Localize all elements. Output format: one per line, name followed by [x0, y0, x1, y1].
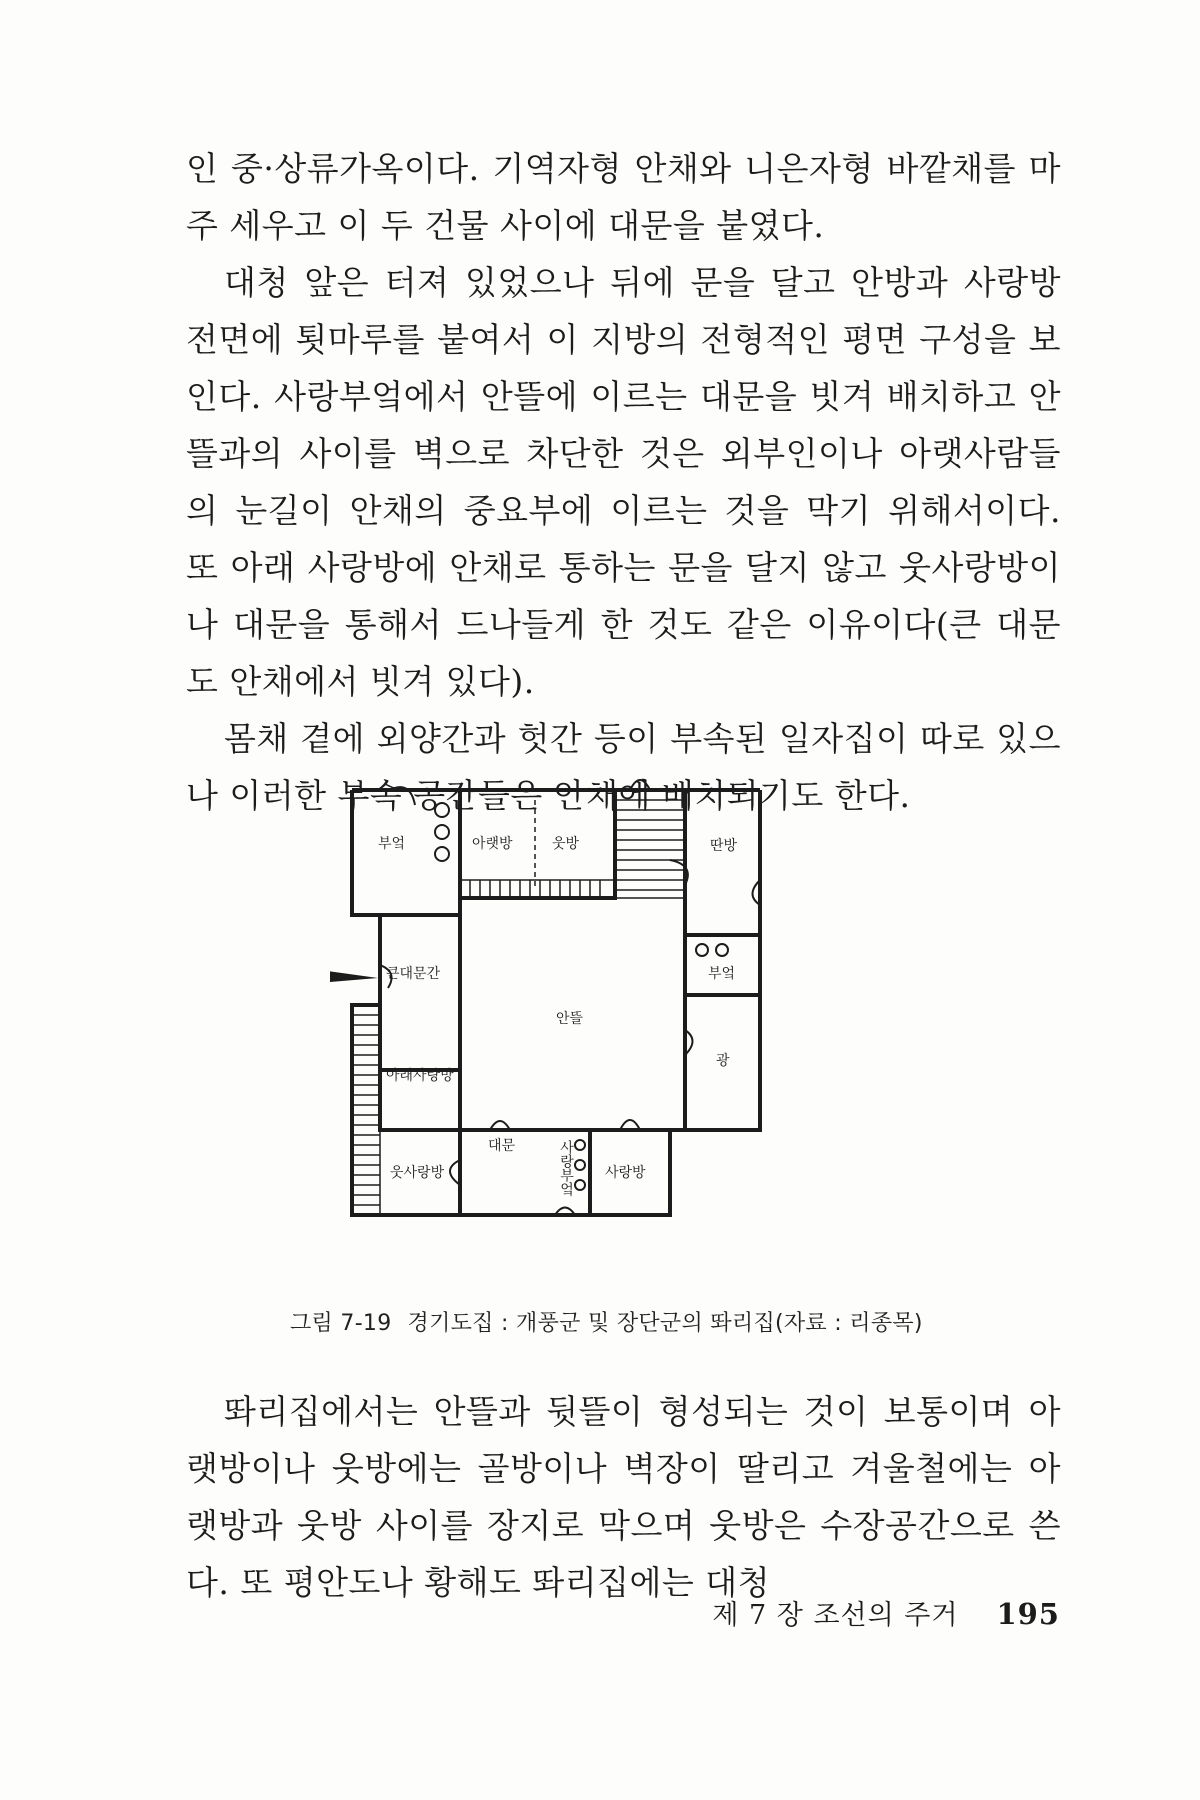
stove-icon: [696, 944, 708, 956]
stove-icon: [435, 803, 449, 817]
figure-caption: [290, 1306, 1010, 1337]
label-sarangbang: 사랑방: [605, 1165, 646, 1181]
floor-plan-figure: [330, 740, 890, 1300]
label-gwang: 광: [716, 1053, 730, 1069]
label-anttul: 안뜰: [556, 1011, 584, 1027]
label-ut-bang: 웃방: [552, 836, 580, 852]
paragraph: 대청 앞은 터져 있었으나 뒤에 문을 달고 안방과 사랑방 전면에 툇마루를 붙여서 이 지방의 전형적인 평면 구성을 보인다. 사랑부엌에서 안뜰에 이르는 대문을 빗겨 배치하고 안뜰과의 사이를 벽으로 차단한 것은 외부인이나 아랫사람들의 눈길이 안채의 중요부에 이르는 것을 막기 위해서이다. 또 아래 사랑방에 안채로 통하는 문을 달지 않고 웃사랑방이나 대문을 통해서 드나들게 한 것도 같은 이유이다(큰 대문도 안채에서 빗겨 있다).: [186, 263, 1061, 701]
label-kitchen-right: 부엌: [708, 966, 736, 982]
body-text-bottom: [186, 1383, 1061, 1611]
stove-icon: [575, 1140, 585, 1150]
label-ut-sarangbang: 웃사랑방: [390, 1165, 445, 1181]
page-number: 195: [996, 1597, 1060, 1631]
toenmaru-hatch: [460, 880, 615, 898]
entry-arrow-icon: [330, 968, 378, 984]
wall-ttanbang: [685, 790, 760, 935]
running-footer: [712, 1593, 1060, 1632]
body-text-top: [186, 140, 1061, 824]
label-keun-daemungan: 큰대문간: [386, 966, 441, 982]
paragraph: 몸채 곁에 외양간과 헛간 등이 부속된 일자집이 따로 있으나 이러한 부속 공간들은 안채에 배치되기도 한다.: [186, 719, 1061, 815]
label-ttan-bang: 딴방: [710, 838, 738, 854]
figure-title: 경기도집 : 개풍군 및 장단군의 똬리집(자료 : 리종목): [407, 1311, 923, 1336]
stove-icon: [575, 1180, 585, 1190]
daecheong-hatch: [615, 790, 685, 898]
label-daemun: 대문: [488, 1138, 516, 1154]
label-kitchen-left: 부엌: [378, 836, 406, 852]
chapter-title: 제 7 장 조선의 주거: [712, 1600, 959, 1631]
paragraph: 인 중·상류가옥이다. 기역자형 안채와 니은자형 바깥채를 마주 세우고 이 두 건물 사이에 대문을 붙였다.: [186, 149, 1061, 245]
paragraph: 똬리집에서는 안뜰과 뒷뜰이 형성되는 것이 보통이며 아랫방이나 웃방에는 골방이나 벽장이 딸리고 겨울철에는 아랫방과 웃방 사이를 장지로 막으며 웃방은 수장공간으로 쓴다. 또 평안도나 황해도 똬리집에는 대청: [186, 1392, 1061, 1602]
stove-icon: [435, 825, 449, 839]
stove-icon: [716, 944, 728, 956]
sarang-maru-hatch: [352, 1005, 380, 1215]
stove-icon: [435, 847, 449, 861]
label-sarang-bueok: 사랑부엌: [558, 1140, 574, 1196]
stove-icon: [575, 1160, 585, 1170]
figure-number: 그림 7-19: [290, 1311, 392, 1336]
wall-kitchen-left: [352, 790, 460, 915]
label-arae-bang: 아랫방: [472, 836, 513, 852]
label-arae-sarangbang: 아래사랑방: [386, 1068, 454, 1084]
